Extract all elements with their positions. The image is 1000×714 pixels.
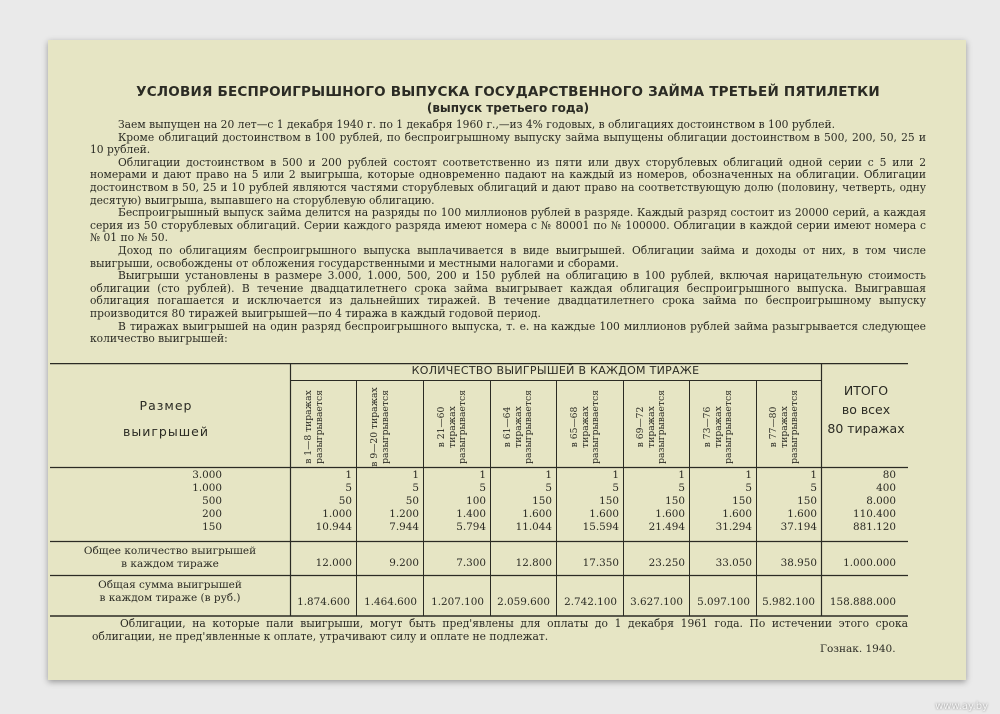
prize-count-cell: 1: [345, 469, 352, 481]
prize-count-cell: 21.494: [648, 521, 685, 533]
count-row-label: [50, 545, 290, 570]
paragraph-denominations: Кроме облигаций достоинством в 100 рублей, по беспроигрышному выпуску займа выпущены облигации достоинством в 500, 200, 50, 25 и 10 рублей.: [90, 130, 926, 157]
draws-header: КОЛИЧЕСТВО ВЫИГРЫШЕЙ В КАЖДОМ ТИРАЖЕ: [411, 364, 700, 377]
prize-count-cell: 10.944: [315, 521, 352, 533]
draw-count-cell: 9.200: [389, 557, 419, 569]
column-header-draws-9-20: в 9—20 тиражах разыгрывается: [369, 387, 391, 467]
draw-count-cell: 12.800: [515, 557, 552, 569]
prize-size-cell: 500: [202, 495, 222, 507]
prize-count-cell: 100: [466, 495, 486, 507]
prize-count-cell: 1: [479, 469, 486, 481]
paragraph-term: Заем выпущен на 20 лет—с 1 декабря 1940 г. по 1 декабря 1960 г.,—из 4% годовых, в облигациях достоинством в 100 рублей.: [118, 118, 836, 131]
draw-count-cell: 23.250: [648, 557, 685, 569]
prize-count-cell: 150: [532, 495, 552, 507]
prize-count-cell: 1: [678, 469, 685, 481]
site-watermark: www.ay.by: [935, 701, 988, 712]
draw-count-cell: 33.050: [715, 557, 752, 569]
draw-sum-cell: 5.097.100: [697, 596, 750, 608]
column-header-draws-1-8: в 1—8 тиражах разыгрывается: [303, 390, 325, 464]
draw-count-cell: 17.350: [582, 557, 619, 569]
column-header-draws-61-64: в 61—64 тиражах разыгрывается: [502, 390, 534, 464]
prize-count-cell: 11.044: [515, 521, 552, 533]
prize-count-cell: 1.600: [589, 508, 619, 520]
prize-count-cell: 150: [599, 495, 619, 507]
document-title: УСЛОВИЯ БЕСПРОИГРЫШНОГО ВЫПУСКА ГОСУДАРСТВЕННОГО ЗАЙМА ТРЕТЬЕЙ ПЯТИЛЕТКИ: [136, 84, 880, 100]
prize-count-cell: 1: [810, 469, 817, 481]
prize-count-cell: 50: [405, 495, 419, 507]
total-header-line1: ИТОГО: [843, 383, 889, 398]
paragraph-prizes: Выигрыши установлены в размере 3.000, 1.000, 500, 200 и 150 рублей на облигацию в 100 рублей, включая нарицательную стоимость облигации (сто рублей). В течение двадцатилетнего срока займа выигрывает каждая облигация беспроигрышного выпуска. Выигравшая облигация погашается и исключается из дальнейших тиражей. В течение двадцатилетнего срока займа по беспроигрышному выпуску производится 80 тиражей выигрышей—по 4 тиража в каждый годовой период.: [90, 269, 926, 320]
prize-count-cell: 37.194: [780, 521, 817, 533]
prize-size-cell: 150: [202, 521, 222, 533]
paragraph-categories: Беспроигрышный выпуск займа делится на разряды по 100 миллионов рублей в разряде. Каждый разряд состоит из 20000 серий, а каждая серия из 50 сторублевых облигаций. Серии каждого разряда имеют номера с № 80001 по № 100000. Облигации в каждой серии имеют номера с № 01 по № 50.: [90, 206, 926, 245]
paragraph-composition: Облигации достоинством в 500 и 200 рублей состоят соответственно из пяти или двух сторублевых облигаций одной серии с 5 или 2 номерами и дают право на 5 или 2 выигрыша, которые одновременно падают на каждый из номеров, обозначенных на облигации. Облигации достоинством в 50, 25 и 10 рублей являются частями сторублевых облигаций и дают право на соответствующую долю (половину, четверть, одну десятую) выигрыша, выпавшего на сторублевую облигацию.: [90, 155, 926, 207]
total-header-line2: во всех: [841, 402, 891, 417]
count-row-label-line1: Общее количество выигрышей: [83, 545, 257, 557]
prize-count-cell: 150: [732, 495, 752, 507]
prize-table: [50, 363, 908, 617]
prize-count-cell: 31.294: [715, 521, 752, 533]
prize-total-cell: 400: [876, 482, 896, 494]
column-header-draws-73-76: в 73—76 тиражах разыгрывается: [702, 390, 734, 464]
size-header-line2: выигрышей: [123, 424, 209, 439]
column-header-draws-65-68: в 65—68 тиражах разыгрывается: [569, 390, 601, 464]
prize-count-cell: 1.200: [389, 508, 419, 520]
prize-count-cell: 1: [612, 469, 619, 481]
conditions-text: [90, 84, 926, 346]
prize-count-cell: 15.594: [582, 521, 619, 533]
prize-count-cell: 150: [797, 495, 817, 507]
prize-count-cell: 1.600: [522, 508, 552, 520]
prize-count-cell: 5: [545, 482, 552, 494]
document-subtitle: (выпуск третьего года): [426, 101, 590, 115]
prize-count-cell: 5: [345, 482, 352, 494]
draw-sum-total: 158.888.000: [829, 596, 896, 608]
prize-size-cell: 1.000: [192, 482, 222, 494]
prize-count-cell: 5: [612, 482, 619, 494]
prize-count-cell: 1: [745, 469, 752, 481]
draw-count-cell: 38.950: [780, 557, 817, 569]
prize-total-cell: 8.000: [866, 495, 896, 507]
prize-count-cell: 50: [338, 495, 352, 507]
draw-count-cell: 12.000: [315, 557, 352, 569]
draw-sum-cell: 3.627.100: [630, 596, 683, 608]
printer-stamp: Гознак. 1940.: [820, 643, 896, 655]
count-row-label-line2: в каждом тираже: [121, 557, 219, 570]
total-header: [824, 381, 908, 438]
prize-count-cell: 5: [745, 482, 752, 494]
prize-count-cell: 7.944: [389, 521, 419, 533]
sum-row-label-line1: Общая сумма выигрышей: [98, 579, 242, 591]
sum-row-label-line2: в каждом тираже (в руб.): [99, 591, 241, 604]
paragraph-income: Доход по облигациям беспроигрышного выпуска выплачивается в виде выигрышей. Облигации займа и доходы от них, в том числе выигрыши, освобождены от обложения государственными и местными налогами и сборами.: [90, 243, 926, 270]
prize-count-cell: 1.000: [322, 508, 352, 520]
prize-total-cell: 110.400: [853, 508, 896, 520]
validity-note: Облигации, на которые пали выигрыши, могут быть пред'явлены для оплаты до 1 декабря 1961 года. По истечении этого срока облигации, не пред'явленные к оплате, утрачивают силу и оплате не подлежат.: [92, 617, 908, 643]
prize-total-cell: 881.120: [853, 521, 896, 533]
prize-count-cell: 5: [412, 482, 419, 494]
prize-size-cell: 3.000: [192, 469, 222, 481]
prize-total-cell: 80: [882, 469, 896, 481]
prize-size-cell: 200: [202, 508, 222, 520]
size-header: [50, 393, 282, 445]
size-header-line1: Размер: [139, 398, 193, 413]
draw-sum-cell: 5.982.100: [762, 596, 815, 608]
prize-count-cell: 1: [412, 469, 419, 481]
prize-count-cell: 5: [810, 482, 817, 494]
draw-sum-cell: 2.742.100: [564, 596, 617, 608]
paragraph-draws: В тиражах выигрышей на один разряд беспроигрышного выпуска, т. е. на каждые 100 миллионов рублей займа разыгрывается следующее количество выигрышей:: [90, 319, 926, 346]
column-header-draws-21-60: в 21—60 тиражах разыгрывается: [436, 390, 468, 464]
prize-count-cell: 1: [545, 469, 552, 481]
draw-count-total: 1.000.000: [843, 557, 896, 569]
sum-row-label: [50, 579, 290, 604]
draw-sum-cell: 1.874.600: [297, 596, 350, 608]
prize-count-cell: 150: [665, 495, 685, 507]
draw-sum-cell: 1.464.600: [364, 596, 417, 608]
prize-count-cell: 5: [479, 482, 486, 494]
prize-count-cell: 1.600: [722, 508, 752, 520]
prize-count-cell: 1.600: [655, 508, 685, 520]
prize-count-cell: 5: [678, 482, 685, 494]
column-header-draws-77-80: в 77—80 тиражах разыгрывается: [768, 390, 800, 464]
prize-count-cell: 1.600: [787, 508, 817, 520]
draw-sum-cell: 1.207.100: [431, 596, 484, 608]
draw-count-cell: 7.300: [456, 557, 486, 569]
prize-count-cell: 5.794: [456, 521, 486, 533]
column-header-draws-69-72: в 69—72 тиражах разыгрывается: [635, 390, 667, 464]
prize-count-cell: 1.400: [456, 508, 486, 520]
total-header-line3: 80 тиражах: [827, 421, 905, 436]
draw-sum-cell: 2.059.600: [497, 596, 550, 608]
